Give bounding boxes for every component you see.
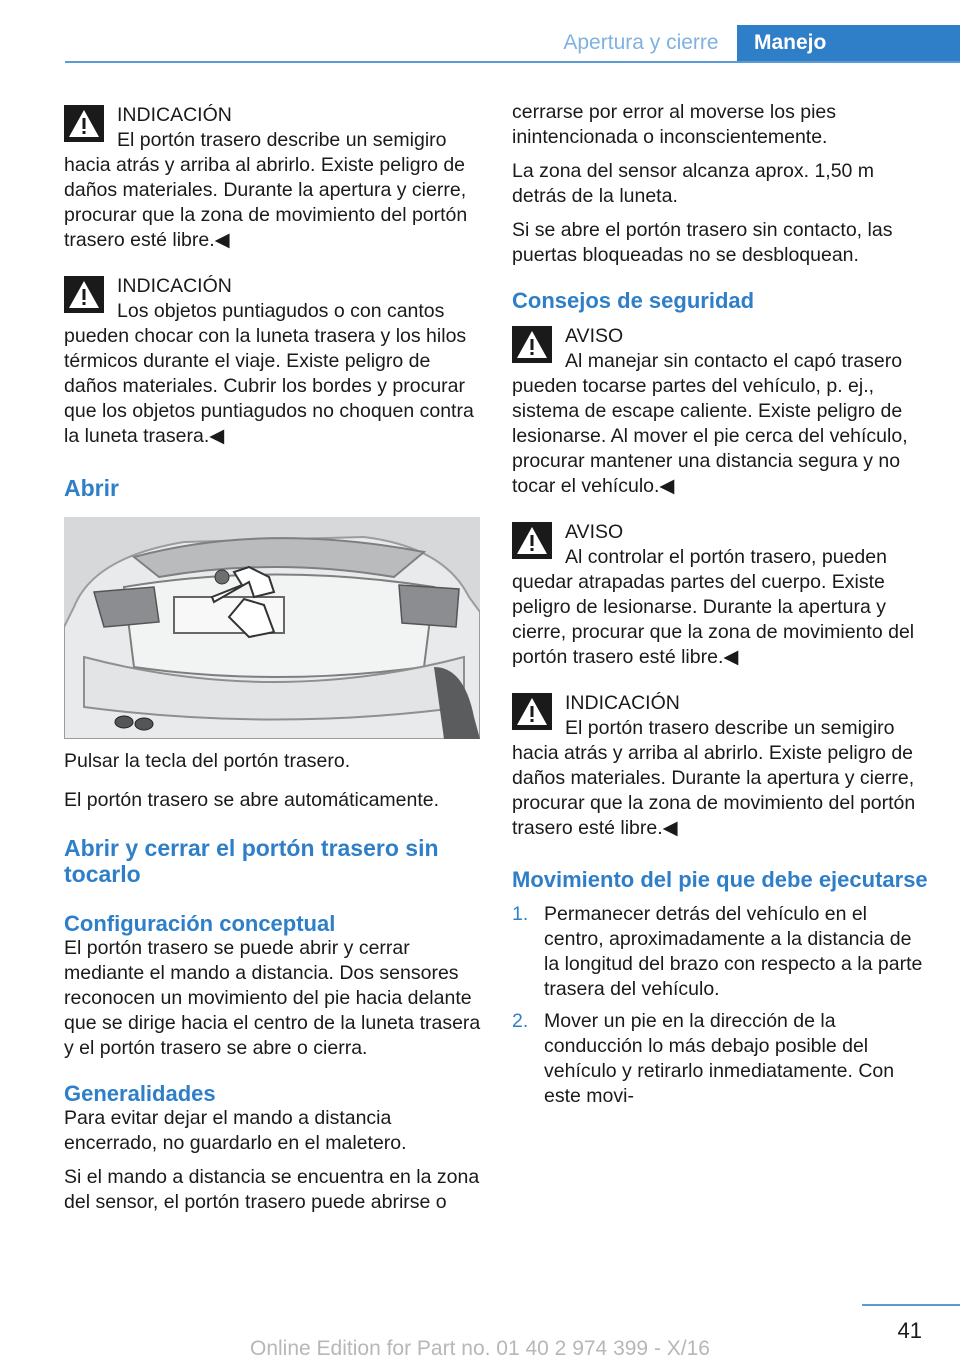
para-pulsar: Pulsar la tecla del portón trasero. [64,750,351,772]
heading-configuracion: Configuración conceptual [64,911,336,936]
warning-body: El portón trasero describe un semigiro hacia atrás y arriba al abrirlo. Existe peligro de daños materiales. Durante la apertura y cierre, procurar que la zona de movimiento del portón trasero esté libre.◀ [512,717,916,839]
warning-title: AVISO [565,325,624,347]
warning-note-1 [64,100,484,253]
list-item [512,1009,928,1109]
heading-generalidades: Generalidades [64,1081,216,1106]
para-zona-sensor: La zona del sensor alcanza aprox. 1,50 m detrás de la luneta. [512,160,875,207]
warning-triangle-icon [512,693,552,730]
step-text: Mover un pie en la dirección de la conducción lo más debajo posible del vehículo y retirarlo inmediatamente. Con este movi- [544,1010,895,1107]
para-puertas: Si se abre el portón trasero sin contacto, las puertas bloqueadas no se desbloquean. [512,219,893,266]
warning-note-2 [64,271,484,449]
warning-title: AVISO [565,521,624,543]
edition-watermark: Online Edition for Part no. 01 40 2 974 399 - X/16 [250,1337,710,1360]
warning-note-3 [512,321,928,499]
header-rule [65,61,960,63]
footer-rule [862,1304,960,1306]
warning-note-5 [512,688,928,841]
step-number: 2. [512,1010,529,1032]
tailgate-figure [64,517,480,739]
warning-body: Al manejar sin contacto el capó trasero pueden tocarse partes del vehículo, p. ej., sistema de escape caliente. Existe peligro de lesionarse. Al mover el pie cerca del vehículo, procurar mantener una distancia segura y no tocar el vehículo.◀ [512,350,908,497]
warning-triangle-icon [512,326,552,363]
heading-consejos: Consejos de seguridad [512,288,755,313]
warning-body: Al controlar el portón trasero, pueden quedar atrapadas partes del cuerpo. Existe peligro de lesionarse. Durante la apertura y cierre, procurar que la zona de movimiento del portón trasero esté libre.◀ [512,546,915,668]
header-section-title: Apertura y cierre [563,31,719,54]
steps-list [512,902,928,1109]
para-configuracion: El portón trasero se puede abrir y cerrar mediante el mando a distancia. Dos sensores reconocen un movimiento del pie hacia delante que se dirige hacia el centro de la luneta trasera y el portón trasero se abre o cierra. [64,937,481,1059]
right-column [512,100,928,1116]
warning-body: El portón trasero describe un semigiro hacia atrás y arriba al abrirlo. Existe peligro de daños materiales. Durante la apertura y cierre, procurar que la zona de movimiento del portón trasero esté libre.◀ [64,129,468,251]
warning-title: INDICACIÓN [117,275,232,297]
warning-triangle-icon [64,276,104,313]
warning-triangle-icon [512,522,552,559]
warning-triangle-icon [64,105,104,142]
page-number: 41 [897,1318,922,1343]
warning-title: INDICACIÓN [117,104,232,126]
step-text: Permanecer detrás del vehículo en el centro, aproximadamente a la distancia de la longitud del brazo con respecto a la parte trasera del vehículo. [544,903,923,1000]
header-tab-manejo[interactable]: Manejo [737,25,960,63]
heading-abrir: Abrir [64,475,119,501]
list-item [512,902,928,1002]
step-number: 1. [512,903,529,925]
heading-movimiento: Movimiento del pie que debe ejecutarse [512,867,928,892]
heading-sin-tocar: Abrir y cerrar el portón trasero sin tocarlo [64,835,439,887]
warning-body: Los objetos puntiagudos o con cantos pueden chocar con la luneta trasera y los hilos térmicos durante el viaje. Existe peligro de daños materiales. Cubrir los bordes y procurar que los objetos puntiagudos no choquen contra la luneta trasera.◀ [64,300,474,447]
para-generalidades-2: Si el mando a distancia se encuentra en la zona del sensor, el portón trasero puede abrirse o [64,1166,480,1213]
para-generalidades-1: Para evitar dejar el mando a distancia encerrado, no guardarlo en el maletero. [64,1107,407,1154]
left-column [64,100,484,1224]
warning-title: INDICACIÓN [565,692,680,714]
para-abre: El portón trasero se abre automáticamente. [64,789,440,811]
para-continuacion: cerrarse por error al moverse los pies inintencionada o inconscientemente. [512,101,837,148]
warning-note-4 [512,517,928,670]
